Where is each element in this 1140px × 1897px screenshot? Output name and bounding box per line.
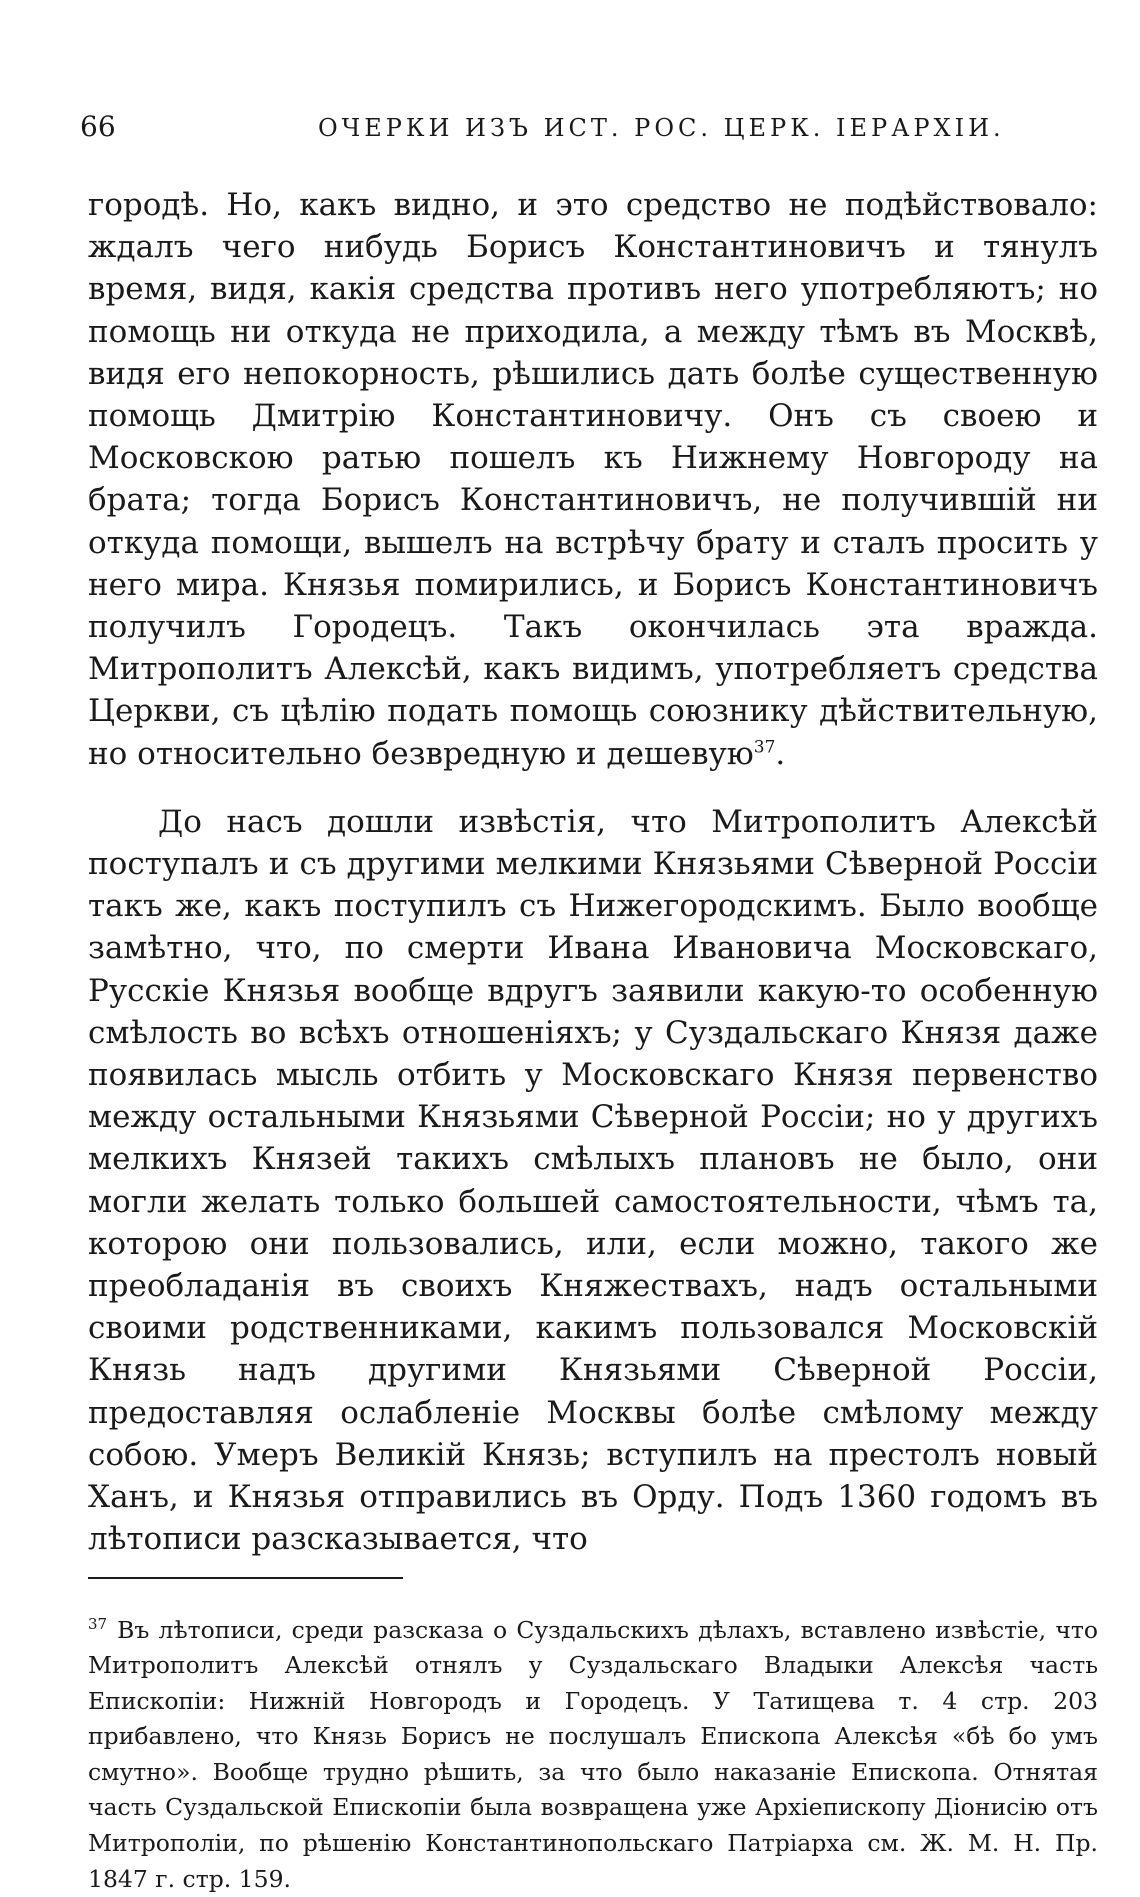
main-text <box>88 184 1098 1561</box>
paragraph: До насъ дошли извѣстія, что Митрополитъ Алексѣй поступалъ и съ другими мелкими Князьями Сѣверной Россіи такъ же, какъ поступилъ съ Нижегородскимъ. Было вообще замѣтно, что, по смерти Ивана Ивановича Московскаго, Русскіе Князья вообще вдругъ заявили какую-то особенную смѣлость во всѣхъ отношеніяхъ; у Суздальскаго Князя даже появилась мысль отбить у Московскаго Князя первенство между остальными Князьями Сѣверной Россіи; но у другихъ мелкихъ Князей такихъ смѣлыхъ плановъ не было, они могли желать только большей самостоятельности, чѣмъ та, которою они пользовались, или, если можно, такого же преобладанія въ своихъ Княжествахъ, надъ остальными своими родственниками, какимъ пользовался Московскій Князь надъ другими Князьями Сѣверной Россіи, предоставляя ослабленіе Москвы болѣе смѣлому между собою. Умеръ Великій Князь; вступилъ на престолъ новый Ханъ, и Князья отправились въ Орду. Подъ 1360 годомъ въ лѣтописи разсказывается, что <box>88 801 1098 1561</box>
paragraph-end: . <box>775 736 785 772</box>
running-head <box>88 110 1098 154</box>
footnote <box>88 1613 1098 1897</box>
running-title: ОЧЕРКИ ИЗЪ ИСТ. РОС. ЦЕРК. ІЕРАРХІИ. <box>318 114 1005 142</box>
paragraph-text: городѣ. Но, какъ видно, и это средство не подѣйствовало: ждалъ чего нибудь Борисъ Константиновичъ и тянулъ время, видя, какія средства противъ него употребляютъ; но помощь ни откуда не приходила, а между тѣмъ въ Москвѣ, видя его непокорность, рѣшились дать болѣе существенную помощь Дмитрію Константиновичу. Онъ съ своею и Московскою ратью пошелъ къ Нижнему Новгороду на брата; тогда Борисъ Константиновичъ, не получившій ни откуда помощи, вышелъ на встрѣчу брату и сталъ просить у него мира. Князья помирились, и Борисъ Константиновичъ получилъ Городецъ. Такъ окончилась эта вражда. Митрополитъ Алексѣй, какъ видимъ, употребляетъ средства Церкви, съ цѣлію подать помощь союзнику дѣйствительную, но относительно безвредную и дешевую <box>88 187 1098 772</box>
paragraph <box>88 184 1098 775</box>
book-page <box>88 110 1098 1897</box>
footnote-text: Въ лѣтописи, среди разсказа о Суздальскихъ дѣлахъ, вставлено извѣстіе, что Митрополитъ Алексѣй отнялъ у Суздальскаго Владыки Алексѣя часть Епископіи: Нижній Новгородъ и Городецъ. У Татищева т. 4 стр. 203 прибавлено, что Князь Борисъ не послушалъ Епископа Алексѣя «бѣ бо умъ смутно». Вообще трудно рѣшить, за что было наказаніе Епископа. Отнятая часть Суздальской Епископіи была возвращена уже Архіепископу Діонисію отъ Митрополіи, по рѣшенію Константинопольскаго Патріарха см. Ж. М. Н. Пр. 1847 г. стр. 159. <box>88 1616 1098 1893</box>
footnote-divider <box>88 1577 403 1579</box>
page-number: 66 <box>80 110 116 143</box>
footnote-reference: 37 <box>754 737 776 757</box>
footnote-number: 37 <box>88 1615 107 1633</box>
